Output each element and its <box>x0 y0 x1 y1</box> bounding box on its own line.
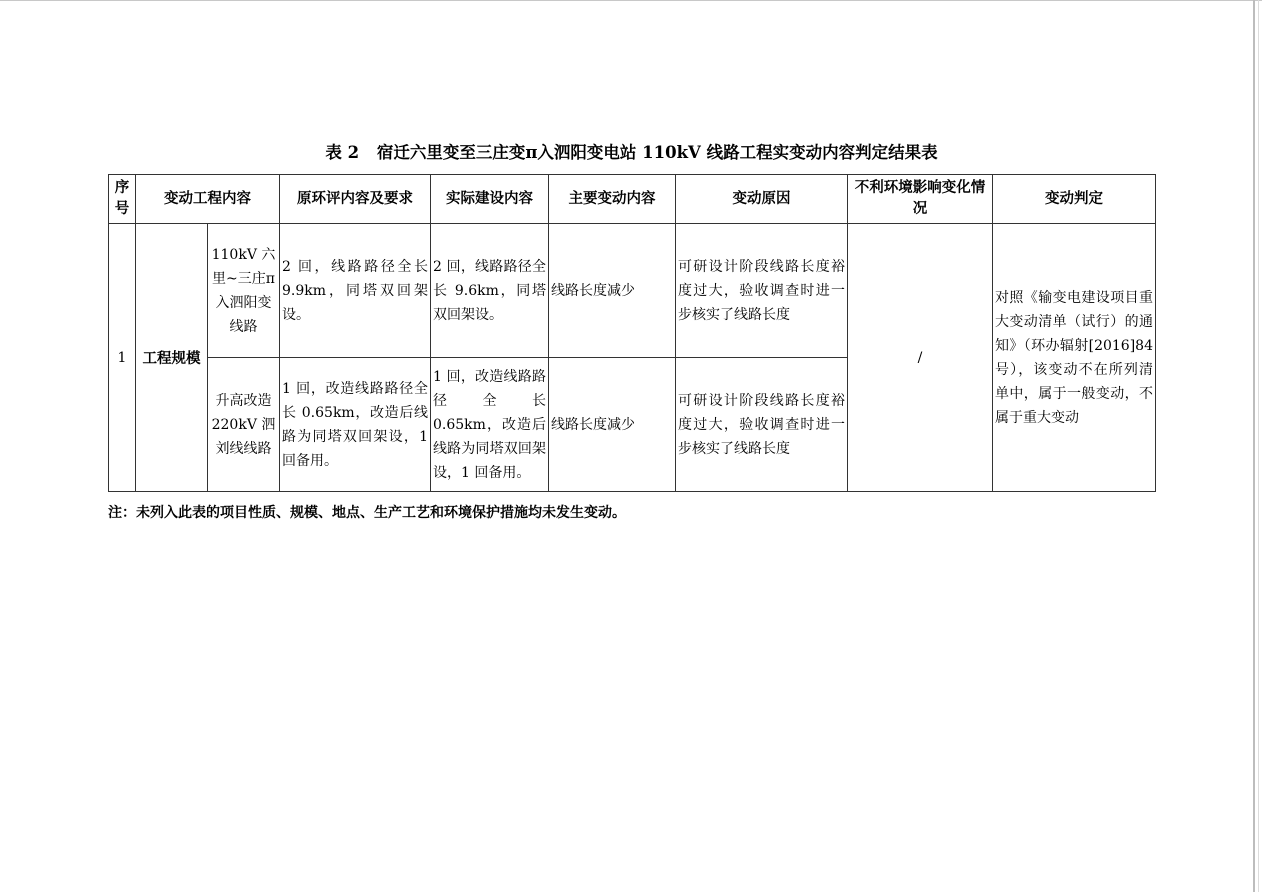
original-content: 1 回，改造线路路径全长 0.65km，改造后线路为同塔双回架设，1 回备用。 <box>280 358 431 492</box>
header-actual: 实际建设内容 <box>431 175 549 224</box>
change-reason: 可研设计阶段线路长度裕度过大，验收调查时进一步核实了线路长度 <box>676 358 848 492</box>
table-title-text: 宿迁六里变至三庄变π入泗阳变电站 110kV 线路工程实变动内容判定结果表 <box>376 143 938 162</box>
impact-cell: / <box>848 224 993 492</box>
original-content: 2 回，线路路径全长 9.9km，同塔双回架设。 <box>280 224 431 358</box>
change-judgement-table <box>108 174 1156 492</box>
table-number: 表 2 <box>325 143 360 162</box>
sub-item: 110kV 六里~三庄π入泗阳变线路 <box>208 224 280 358</box>
header-content: 变动工程内容 <box>136 175 280 224</box>
main-change: 线路长度减少 <box>549 358 676 492</box>
table-note: 注：未列入此表的项目性质、规模、地点、生产工艺和环境保护措施均未发生变动。 <box>108 505 626 521</box>
table-title <box>108 140 1155 166</box>
table-row <box>109 224 1156 358</box>
page-right-border-inner <box>1258 0 1259 892</box>
header-reason: 变动原因 <box>676 175 848 224</box>
page-right-border <box>1253 0 1255 892</box>
header-row <box>109 175 1156 224</box>
page-top-border <box>0 0 1262 1</box>
judgement-cell: 对照《输变电建设项目重大变动清单（试行）的通知》（环办辐射[2016]84号），该变动不在所列清单中，属于一般变动，不属于重大变动 <box>993 224 1156 492</box>
header-seq: 序号 <box>109 175 136 224</box>
actual-content: 2 回，线路路径全长 9.6km，同塔双回架设。 <box>431 224 549 358</box>
header-original: 原环评内容及要求 <box>280 175 431 224</box>
header-main-change: 主要变动内容 <box>549 175 676 224</box>
row-seq: 1 <box>109 224 136 492</box>
row-category: 工程规模 <box>136 224 208 492</box>
header-judgement: 变动判定 <box>993 175 1156 224</box>
main-change: 线路长度减少 <box>549 224 676 358</box>
header-impact: 不利环境影响变化情况 <box>848 175 993 224</box>
actual-content: 1 回，改造线路路径全长 0.65km，改造后线路为同塔双回架设，1 回备用。 <box>431 358 549 492</box>
change-reason: 可研设计阶段线路长度裕度过大，验收调查时进一步核实了线路长度 <box>676 224 848 358</box>
sub-item: 升高改造 220kV 泗刘线线路 <box>208 358 280 492</box>
